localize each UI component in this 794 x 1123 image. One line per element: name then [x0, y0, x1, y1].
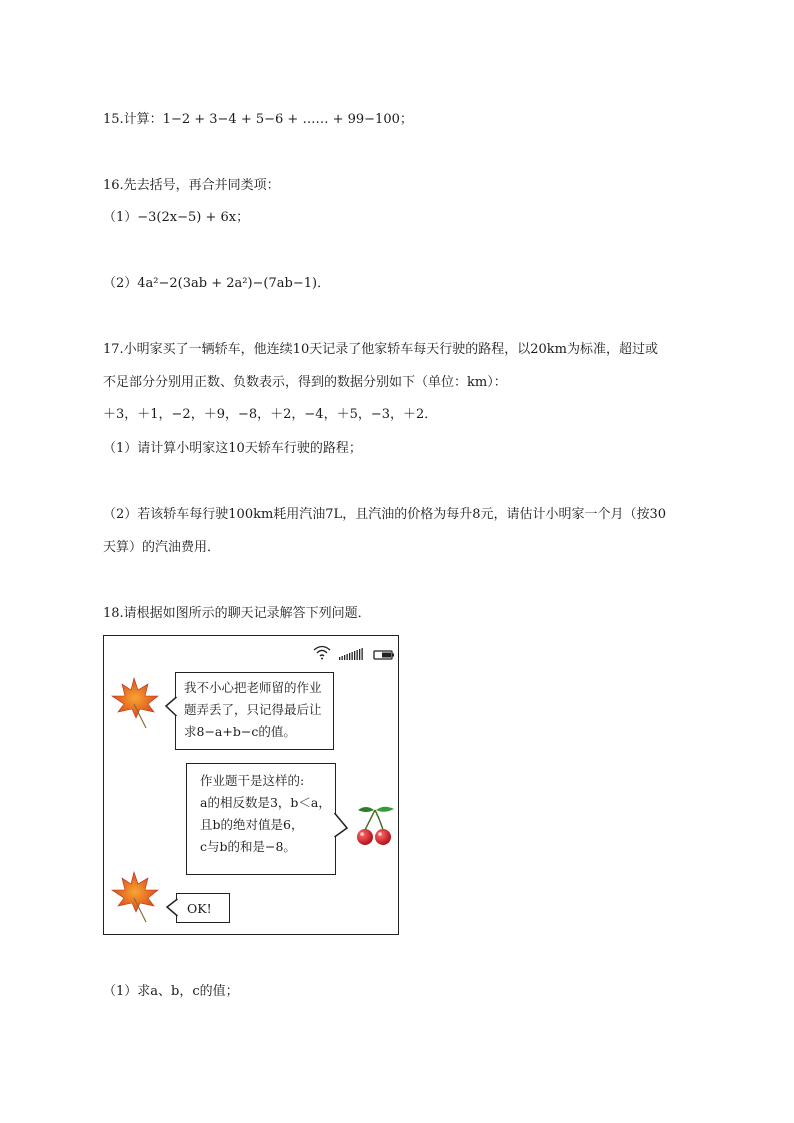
bubble-1-tail	[165, 696, 177, 718]
bubble-1-line-1: 我不小心把老师留的作业	[184, 680, 322, 695]
bubble-2-line-4: c与b的和是−8。	[200, 839, 296, 854]
chat-bubble-1	[175, 672, 334, 750]
bubble-3-tail	[166, 898, 178, 918]
question-17-part-1: （1）请计算小明家这10天轿车行驶的路程；	[103, 441, 362, 456]
bubble-1-line-2: 题弄丢了，只记得最后让	[184, 702, 322, 717]
question-17-line-2: 不足部分分别用正数、负数表示，得到的数据分别如下（单位：km）：	[103, 375, 507, 390]
status-bar	[312, 644, 396, 662]
question-16-stem: 16.先去括号，再合并同类项：	[103, 178, 280, 193]
cherry-icon	[352, 802, 400, 852]
question-18-part-1: （1）求a、b，c的值；	[103, 984, 239, 999]
bubble-3-text: OK!	[187, 901, 212, 916]
question-17-data: ＋3，＋1，−2，＋9，−8，＋2，−4，＋5，−3，＋2．	[103, 407, 438, 422]
chat-bubble-2	[186, 763, 336, 875]
maple-leaf-icon	[106, 674, 162, 734]
maple-leaf-icon	[106, 868, 162, 928]
bubble-1-line-3: 求8−a+b−c的值。	[184, 724, 296, 739]
signal-icon	[339, 648, 363, 660]
question-17-part-2-line-2: 天算）的汽油费用．	[103, 540, 221, 555]
question-17-part-2-line-1: （2）若该轿车每行驶100km耗用汽油7L，且汽油的价格为每升8元，请估计小明家一个月（按30	[103, 507, 667, 522]
question-16-part-2: （2）4a²−2(3ab + 2a²)−(7ab−1)．	[103, 276, 331, 291]
question-16-part-1: （1）−3(2x−5) + 6x；	[103, 210, 250, 225]
question-15: 15.计算：1−2 + 3−4 + 5−6 + …… + 99−100；	[103, 112, 413, 127]
question-18-stem: 18.请根据如图所示的聊天记录解答下列问题．	[103, 606, 371, 621]
chat-screenshot	[103, 635, 399, 935]
bubble-2-line-1: 作业题干是这样的:	[200, 773, 305, 788]
question-17-line-1: 17.小明家买了一辆轿车，他连续10天记录了他家轿车每天行驶的路程，以20km为标准，超过或	[103, 342, 658, 357]
wifi-icon	[314, 647, 330, 660]
bubble-2-tail	[334, 812, 348, 838]
bubble-2-line-3: 且b的绝对值是6，	[200, 817, 304, 832]
chat-bubble-3	[176, 893, 230, 923]
battery-icon	[374, 651, 394, 659]
bubble-2-line-2: a的相反数是3，b＜a，	[200, 795, 331, 810]
